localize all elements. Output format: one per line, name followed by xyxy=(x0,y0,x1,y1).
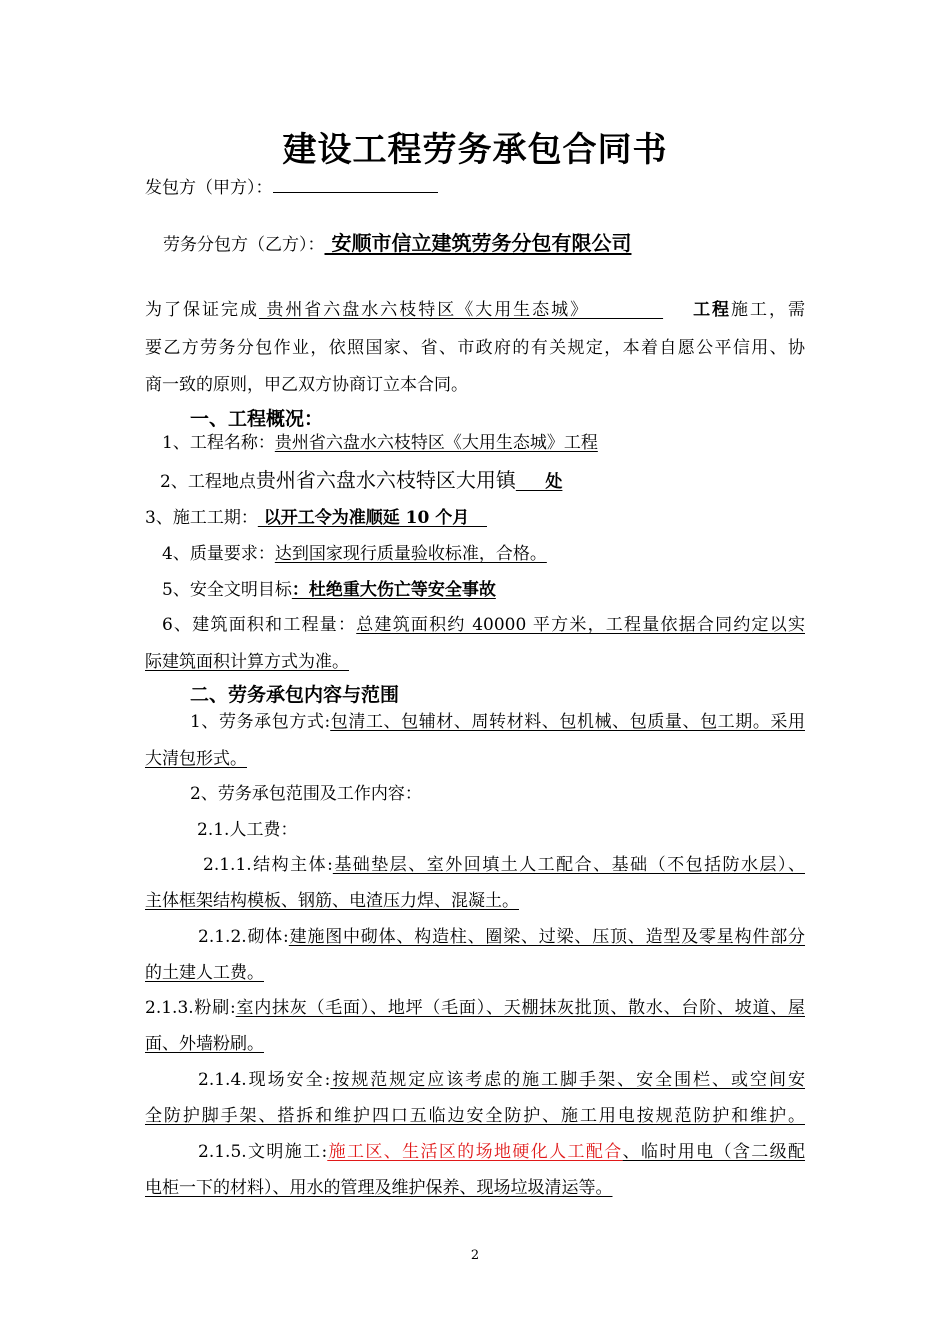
area-label: 6、建筑面积和工程量： xyxy=(162,615,357,635)
party-a-blank xyxy=(273,178,438,193)
quality-value: 达到国家现行质量验收标准，合格。 xyxy=(274,544,547,564)
contract-mode-value-2: 大清包形式。 xyxy=(145,749,247,769)
plaster-label: 2.1.3.粉刷: xyxy=(145,998,236,1018)
project-location-line xyxy=(160,470,562,492)
project-location-tail: 处 xyxy=(515,472,563,492)
intro-project: 贵州省六盘水六枝特区《大用生态城》 xyxy=(258,300,664,320)
project-name-label: 1、工程名称： xyxy=(162,433,275,453)
area-value-2: 际建筑面积计算方式为准。 xyxy=(145,652,349,672)
party-b-line xyxy=(163,233,631,255)
plaster-line-1 xyxy=(145,998,805,1018)
contract-mode-value-1: 包清工、包辅材、周转材料、包机械、包质量、包工期。采用 xyxy=(330,712,805,732)
intro-line-3: 商一致的原则，甲乙双方协商订立本合同。 xyxy=(145,375,468,395)
structure-label: 2.1.1.结构主体: xyxy=(203,855,333,875)
section-2-heading: 二、劳务承包内容与范围 xyxy=(190,684,400,706)
safety-target-line xyxy=(162,580,496,600)
structure-value-1: 基础垫层、室外回填土人工配合、基础（不包括防水层）、 xyxy=(332,855,805,875)
quality-label: 4、质量要求： xyxy=(162,544,275,564)
masonry-label: 2.1.2.砌体: xyxy=(198,927,289,947)
page-number: 2 xyxy=(470,1248,480,1263)
duration-value: 以开工令为准顺延 10 个月 xyxy=(257,508,487,528)
structure-line-2 xyxy=(145,891,519,911)
plaster-value-2: 面、外墙粉刷。 xyxy=(145,1034,264,1054)
intro-gc: 工程 xyxy=(693,300,732,320)
site-safety-line-2 xyxy=(145,1106,805,1126)
intro-post: 施工，需 xyxy=(731,300,806,320)
site-safety-label: 2.1.4.现场安全: xyxy=(198,1070,331,1090)
quality-line xyxy=(162,544,547,564)
project-name-value: 贵州省六盘水六枝特区《大用生态城》工程 xyxy=(274,433,598,453)
area-line-1 xyxy=(162,615,805,635)
labor-cost-heading: 2.1.人工费： xyxy=(197,820,298,840)
intro-line-1 xyxy=(145,300,805,320)
masonry-value-1: 建施图中砌体、构造柱、圈梁、过梁、压顶、造型及零星构件部分 xyxy=(288,927,806,947)
contract-mode-line-2 xyxy=(145,749,247,769)
duration-label: 3、施工工期： xyxy=(145,508,258,528)
duration-line xyxy=(145,508,487,528)
plaster-line-2 xyxy=(145,1034,264,1054)
structure-line-1 xyxy=(203,855,805,875)
intro-pre: 为了保证完成 xyxy=(145,300,259,320)
contract-mode-line-1 xyxy=(190,712,805,732)
masonry-line-2 xyxy=(145,963,264,983)
scope-heading: 2、劳务承包范围及工作内容： xyxy=(190,784,422,804)
project-location-value: 贵州省六盘水六枝特区大用镇 xyxy=(255,468,516,492)
civilized-red-value: 施工区、生活区的场地硬化人工配合 xyxy=(327,1142,623,1162)
structure-value-2: 主体框架结构模板、钢筋、电渣压力焊、混凝土。 xyxy=(145,891,519,911)
civilized-label: 2.1.5.文明施工: xyxy=(198,1142,328,1162)
project-name-line xyxy=(162,433,598,453)
safety-target-label: 5、安全文明目标 xyxy=(162,580,292,600)
site-safety-line-1 xyxy=(198,1070,805,1090)
party-a-line xyxy=(145,178,438,198)
party-b-label: 劳务分包方（乙方）： xyxy=(163,235,325,255)
masonry-value-2: 的土建人工费。 xyxy=(145,963,264,983)
safety-target-value: ：杜绝重大伤亡等安全事故 xyxy=(291,580,496,600)
plaster-value-1: 室内抹灰（毛面）、地坪（毛面）、天棚抹灰批顶、散水、台阶、坡道、屋 xyxy=(235,998,805,1018)
party-a-label: 发包方（甲方）： xyxy=(145,178,273,198)
civilized-value-2: 电柜一下的材料）、用水的管理及维护保养、现场垃圾清运等。 xyxy=(145,1178,613,1198)
intro-line-2: 要乙方劳务分包作业，依照国家、省、市政府的有关规定，本着自愿公平信用、协 xyxy=(145,338,805,358)
masonry-line-1 xyxy=(198,927,805,947)
area-value-1: 总建筑面积约 40000 平方米，工程量依据合同约定以实 xyxy=(356,615,805,635)
civilized-line-2 xyxy=(145,1178,613,1198)
contract-mode-label: 1、劳务承包方式: xyxy=(190,712,331,732)
civilized-value-1: 、临时用电（含二级配 xyxy=(622,1142,806,1162)
party-b-name: 安顺市信立建筑劳务分包有限公司 xyxy=(324,231,632,255)
section-1-heading: 一、工程概况： xyxy=(190,408,324,430)
project-location-label: 2、工程地点 xyxy=(160,472,256,492)
document-title: 建设工程劳务承包合同书 xyxy=(282,130,668,170)
site-safety-value-2: 全防护脚手架、搭拆和维护四口五临边安全防护、施工用电按规范防护和维护。 xyxy=(145,1106,805,1126)
site-safety-value-1: 按规范规定应该考虑的施工脚手架、安全围栏、或空间安 xyxy=(330,1070,806,1090)
civilized-line-1 xyxy=(198,1142,805,1162)
area-line-2 xyxy=(145,652,349,672)
